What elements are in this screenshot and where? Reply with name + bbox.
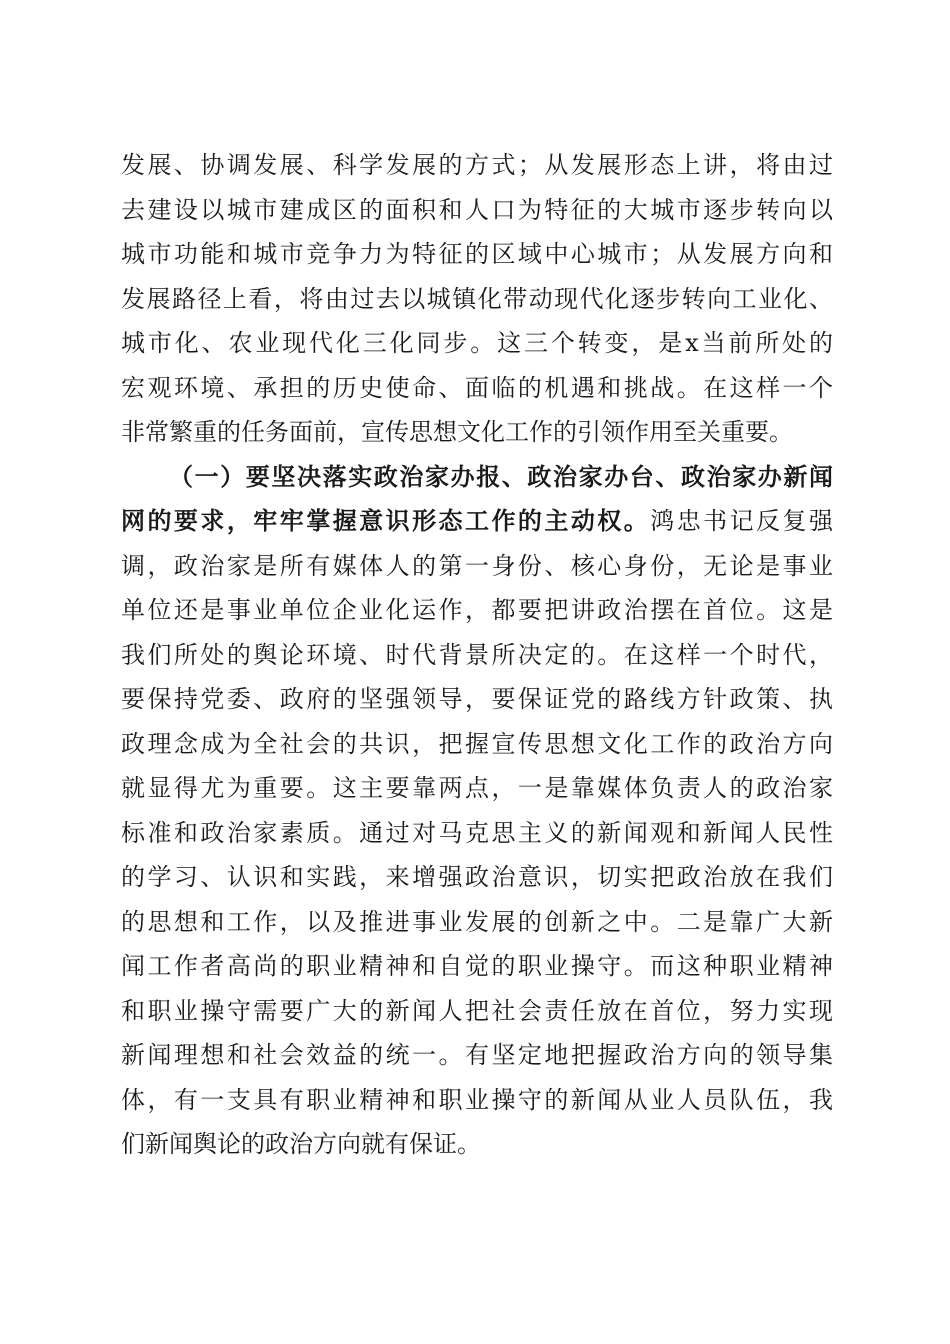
text-line: 们新闻舆论的政治方向就有保证。 [121,1130,481,1158]
text-line: 非常繁重的任务面前，宣传思想文化工作的引领作用至关重要。 [121,418,793,446]
text-line: 闻工作者高尚的职业精神和自觉的职业操守。而这种职业精神 [121,952,833,980]
text-line: 要保持党委、政府的坚强领导，要保证党的路线方针政策、执 [121,685,833,713]
text-line: 标准和政治家素质。通过对马克思主义的新闻观和新闻人民性 [121,818,833,847]
text-line: 去建设以城市建成区的面积和人口为特征的大城市逐步转向以 [121,195,833,224]
section-heading-tail: 网的要求，牢牢掌握意识形态工作的主动权。 [121,506,651,535]
text-line: 的思想和工作，以及推进事业发展的创新之中。二是靠广大新 [121,907,833,936]
text-line: 和职业操守需要广大的新闻人把社会责任放在首位，努力实现 [121,996,833,1025]
text-line: 单位还是事业单位企业化运作，都要把讲政治摆在首位。这是 [121,596,833,624]
text-line: 我们所处的舆论环境、时代背景所决定的。在这样一个时代， [121,640,833,669]
text-line: 城市化、农业现代化三化同步。这三个转变，是x当前所处的 [121,329,833,357]
text-line: 宏观环境、承担的历史使命、面临的机遇和挑战。在这样一个 [121,373,833,402]
text-line: 就显得尤为重要。这主要靠两点，一是靠媒体负责人的政治家 [121,774,833,802]
text-line: 调，政治家是所有媒体人的第一身份、核心身份，无论是事业 [121,551,833,580]
text-line: 体，有一支具有职业精神和职业操守的新闻从业人员队伍，我 [121,1085,833,1114]
text-line: 政理念成为全社会的共识，把握宣传思想文化工作的政治方向 [121,729,833,758]
text-line: 的学习、认识和实践，来增强政治意识，切实把政治放在我们 [121,863,833,891]
text-line: 发展路径上看，将由过去以城镇化带动现代化逐步转向工业化、 [121,284,833,313]
text-line: 发展、协调发展、科学发展的方式；从发展形态上讲，将由过 [121,151,833,179]
section-heading: （一）要坚决落实政治家办报、政治家办台、政治家办新闻 [169,461,833,491]
section-heading-continued [121,499,833,544]
document-body [121,143,833,1167]
text-line: 新闻理想和社会效益的统一。有坚定地把握政治方向的领导集 [121,1041,833,1069]
text-line: 城市功能和城市竞争力为特征的区域中心城市；从发展方向和 [121,240,833,268]
paragraph-start: 鸿忠书记反复强 [650,507,833,535]
